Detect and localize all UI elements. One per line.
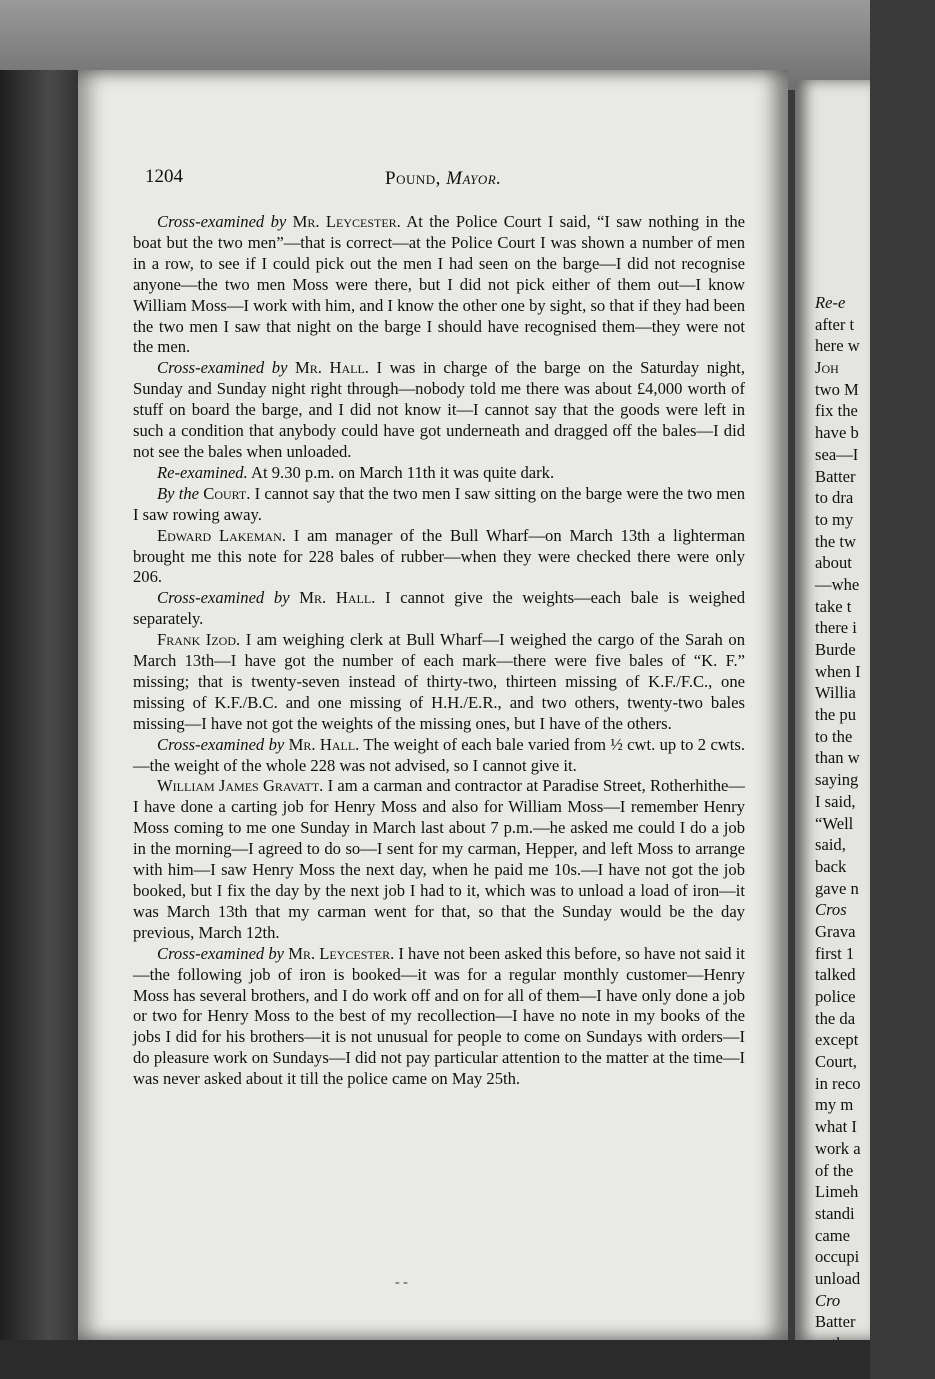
paragraph-text: I am manager of the Bull Wharf—on March 13th a lighterman brought me this note for 228 bales of rubber—when they were checked there were only 206. [133,525,746,587]
page-number: 1204 [145,166,183,187]
right-page-line: of the [815,1160,854,1180]
running-head-name: Pound, [385,168,441,189]
paragraph-lead: Cross-examined by [157,734,285,754]
right-page-line: Batter [815,1312,856,1332]
right-page-line: than w [815,748,860,768]
right-page [795,80,870,1340]
right-page-line: first 1 [815,943,855,963]
right-page-line: the tw [815,531,857,551]
paragraph-text: I cannot say that the two men I saw sitting on the barge were the two men I saw rowing away. [133,483,745,524]
right-page-line: saying [815,770,859,790]
right-page-line: —whe [815,574,860,594]
paragraph-text: I am a carman and contractor at Paradise Street, Rotherhithe—I have done a carting job for Henry Moss and also for William Moss—I remember Henry Moss coming to me one Sunday in March last about 7 p.m.—he asked me could I do a job in the morning—I agreed to do so—I sent for my carman, Hepper, and left Moss to arrange with him—I saw Henry Moss the next day, when he paid me 10s.—I have not got the job booked, but I fix the day by the next job I had to it, which was to unload a load of iron—it was March 13th that my carman went for that, so that the Sunday would be the day previous, March 12th. [133,776,745,942]
paragraph-lead: By the [157,483,200,503]
paragraph [133,735,745,777]
right-page-line: Burde [815,640,856,659]
right-page-line: occupi [815,1247,860,1267]
right-page-line: Willia [815,683,856,703]
speaker-name: William James Gravatt. [157,776,324,796]
paragraph [133,358,745,463]
speaker-name: Frank Izod. [157,630,241,650]
paragraph-text: I have not been asked this before, so have not said it—the following job of iron is booked—it was for a regular monthly customer—Henry Moss has several brothers, and I do work off and on for all of them—I have only done a job or two for Henry Moss to the best of my recollection—I have no note in my books of the jobs I did for his brothers—it is not unusual for people to come on Sundays with orders—I do pleasure work on Sundays—I did not pay particular attention to the matter at the time—I was never asked about it till the police came on May 25th. [133,943,745,1089]
scan-bottom-edge [0,1340,870,1379]
paragraph-lead: Cross-examined by [157,212,287,231]
paragraph-text: At the Police Court I said, “I saw nothing in the boat but the two men”—that is correct—at the Police Court I was shown a number of men in a row, to see if I could pick out the men I had seen on the barge—I did not recognise anyone—the two men Moss were there, but I did not pick either of them out—I know William Moss—I work with him, and I know the other one by sight, so that if they had been the two men I saw that night on the barge I should have recognised them—they were not the men. [133,212,745,357]
right-page-line: standi [815,1203,855,1223]
paragraph [133,776,745,943]
right-page-line: “Well [815,813,854,833]
right-page-line: work a [815,1138,861,1158]
right-page-line: Limeh [815,1182,859,1202]
running-head [385,168,502,190]
right-page-line: to my [815,509,854,529]
page-header [145,166,750,192]
right-page-line: Court, [815,1052,857,1072]
footer-mark: - - [395,1275,408,1290]
paragraph-text: I cannot give the weights—each bale is weighed separately. [133,588,746,629]
right-page-line: take t [815,596,852,616]
book-spine [0,70,90,1379]
right-page-line: Cro [815,1290,841,1310]
paragraph [133,630,745,735]
paragraph [133,588,745,630]
right-page-line: came [815,1225,851,1245]
paragraph-lead: Cross-examined by [157,588,290,608]
right-page-line: unload [815,1268,861,1288]
right-page-line: to the [815,726,853,746]
right-page-line: Grava [815,921,856,941]
right-page-line: there i [815,618,857,638]
paragraph-text: At 9.30 p.m. on March 11th it was quite dark. [251,462,555,482]
paragraph-lead: Re-examined. [157,462,248,482]
speaker-name: Court. [203,483,251,503]
right-page-line: fix the [815,401,858,421]
right-page-line: the pu [815,705,857,725]
right-page-line: the da [815,1008,856,1028]
speaker-name: Edward Lakeman. [157,525,286,545]
speaker-name: Mr. Leycester. [288,943,395,963]
right-page-line: said, [815,835,846,855]
paragraph-text: I am weighing clerk at Bull Wharf—I weighed the cargo of the Sarah on March 13th—I have got the number of each mark—there were five bales of “K. F.” missing; that is twenty-seven instead of thirty-two, thirteen missing of K.F./F.C., one missing of K.F./B.C. and one missing of H.H./E.R., and two others, twenty-two bales missing—I have not got the weights of the missing ones, but I have of the others. [133,630,745,733]
paragraph [133,484,745,526]
right-page-line: after t [815,314,855,334]
right-page-line: my m [815,1095,854,1115]
right-page-line: two M [815,379,859,399]
speaker-name: Mr. Hall. [295,358,369,378]
right-page-text [815,292,935,1355]
right-page-line: Joh [815,358,839,378]
right-page-line: Batter [815,466,856,486]
right-page-line: police [815,987,856,1006]
body-text [133,212,745,1090]
right-page-line: here w [815,336,860,356]
right-page-line: about [815,553,852,573]
right-page-line: Cros [815,900,847,920]
paragraph-text: The weight of each bale varied from ½ cwt. up to 2 cwts.—the weight of the whole 228 was not advised, so I cannot give it. [133,734,746,775]
right-page-line: I said, [815,791,856,811]
paragraph-lead: Cross-examined by [157,943,285,963]
paragraph-lead: Cross-examined by [157,358,288,378]
paragraph [133,463,745,484]
paragraph-text: I was in charge of the barge on the Saturday night, Sunday and Sunday night right through—nobody told me there was about £4,000 worth of stuff on board the barge, and I did not know it—I cannot say that the goods were left in such a condition that anybody could have got underneath and dragged off the bales—I did not see the bales when unloaded. [133,358,745,461]
right-page-line: sea—I [815,444,859,464]
running-head-title: Mayor. [446,168,502,189]
speaker-name: Mr. Hall. [299,588,376,608]
right-page-line: gave n [815,878,859,898]
paragraph [133,944,745,1090]
right-page-line: what I [815,1117,857,1137]
right-page-line: when I [815,661,861,681]
right-page-line: have b [815,423,859,443]
right-page-line: except [815,1030,859,1050]
speaker-name: Mr. Leycester. [292,212,401,231]
right-page-line: Re-e [815,293,846,312]
right-page-line: to dra [815,488,854,508]
right-page-line: talked [815,965,856,985]
paragraph [133,212,745,358]
right-page-line: in reco [815,1073,861,1093]
speaker-name: Mr. Hall. [288,734,360,754]
paragraph [133,526,745,589]
right-page-line: back [815,856,847,876]
